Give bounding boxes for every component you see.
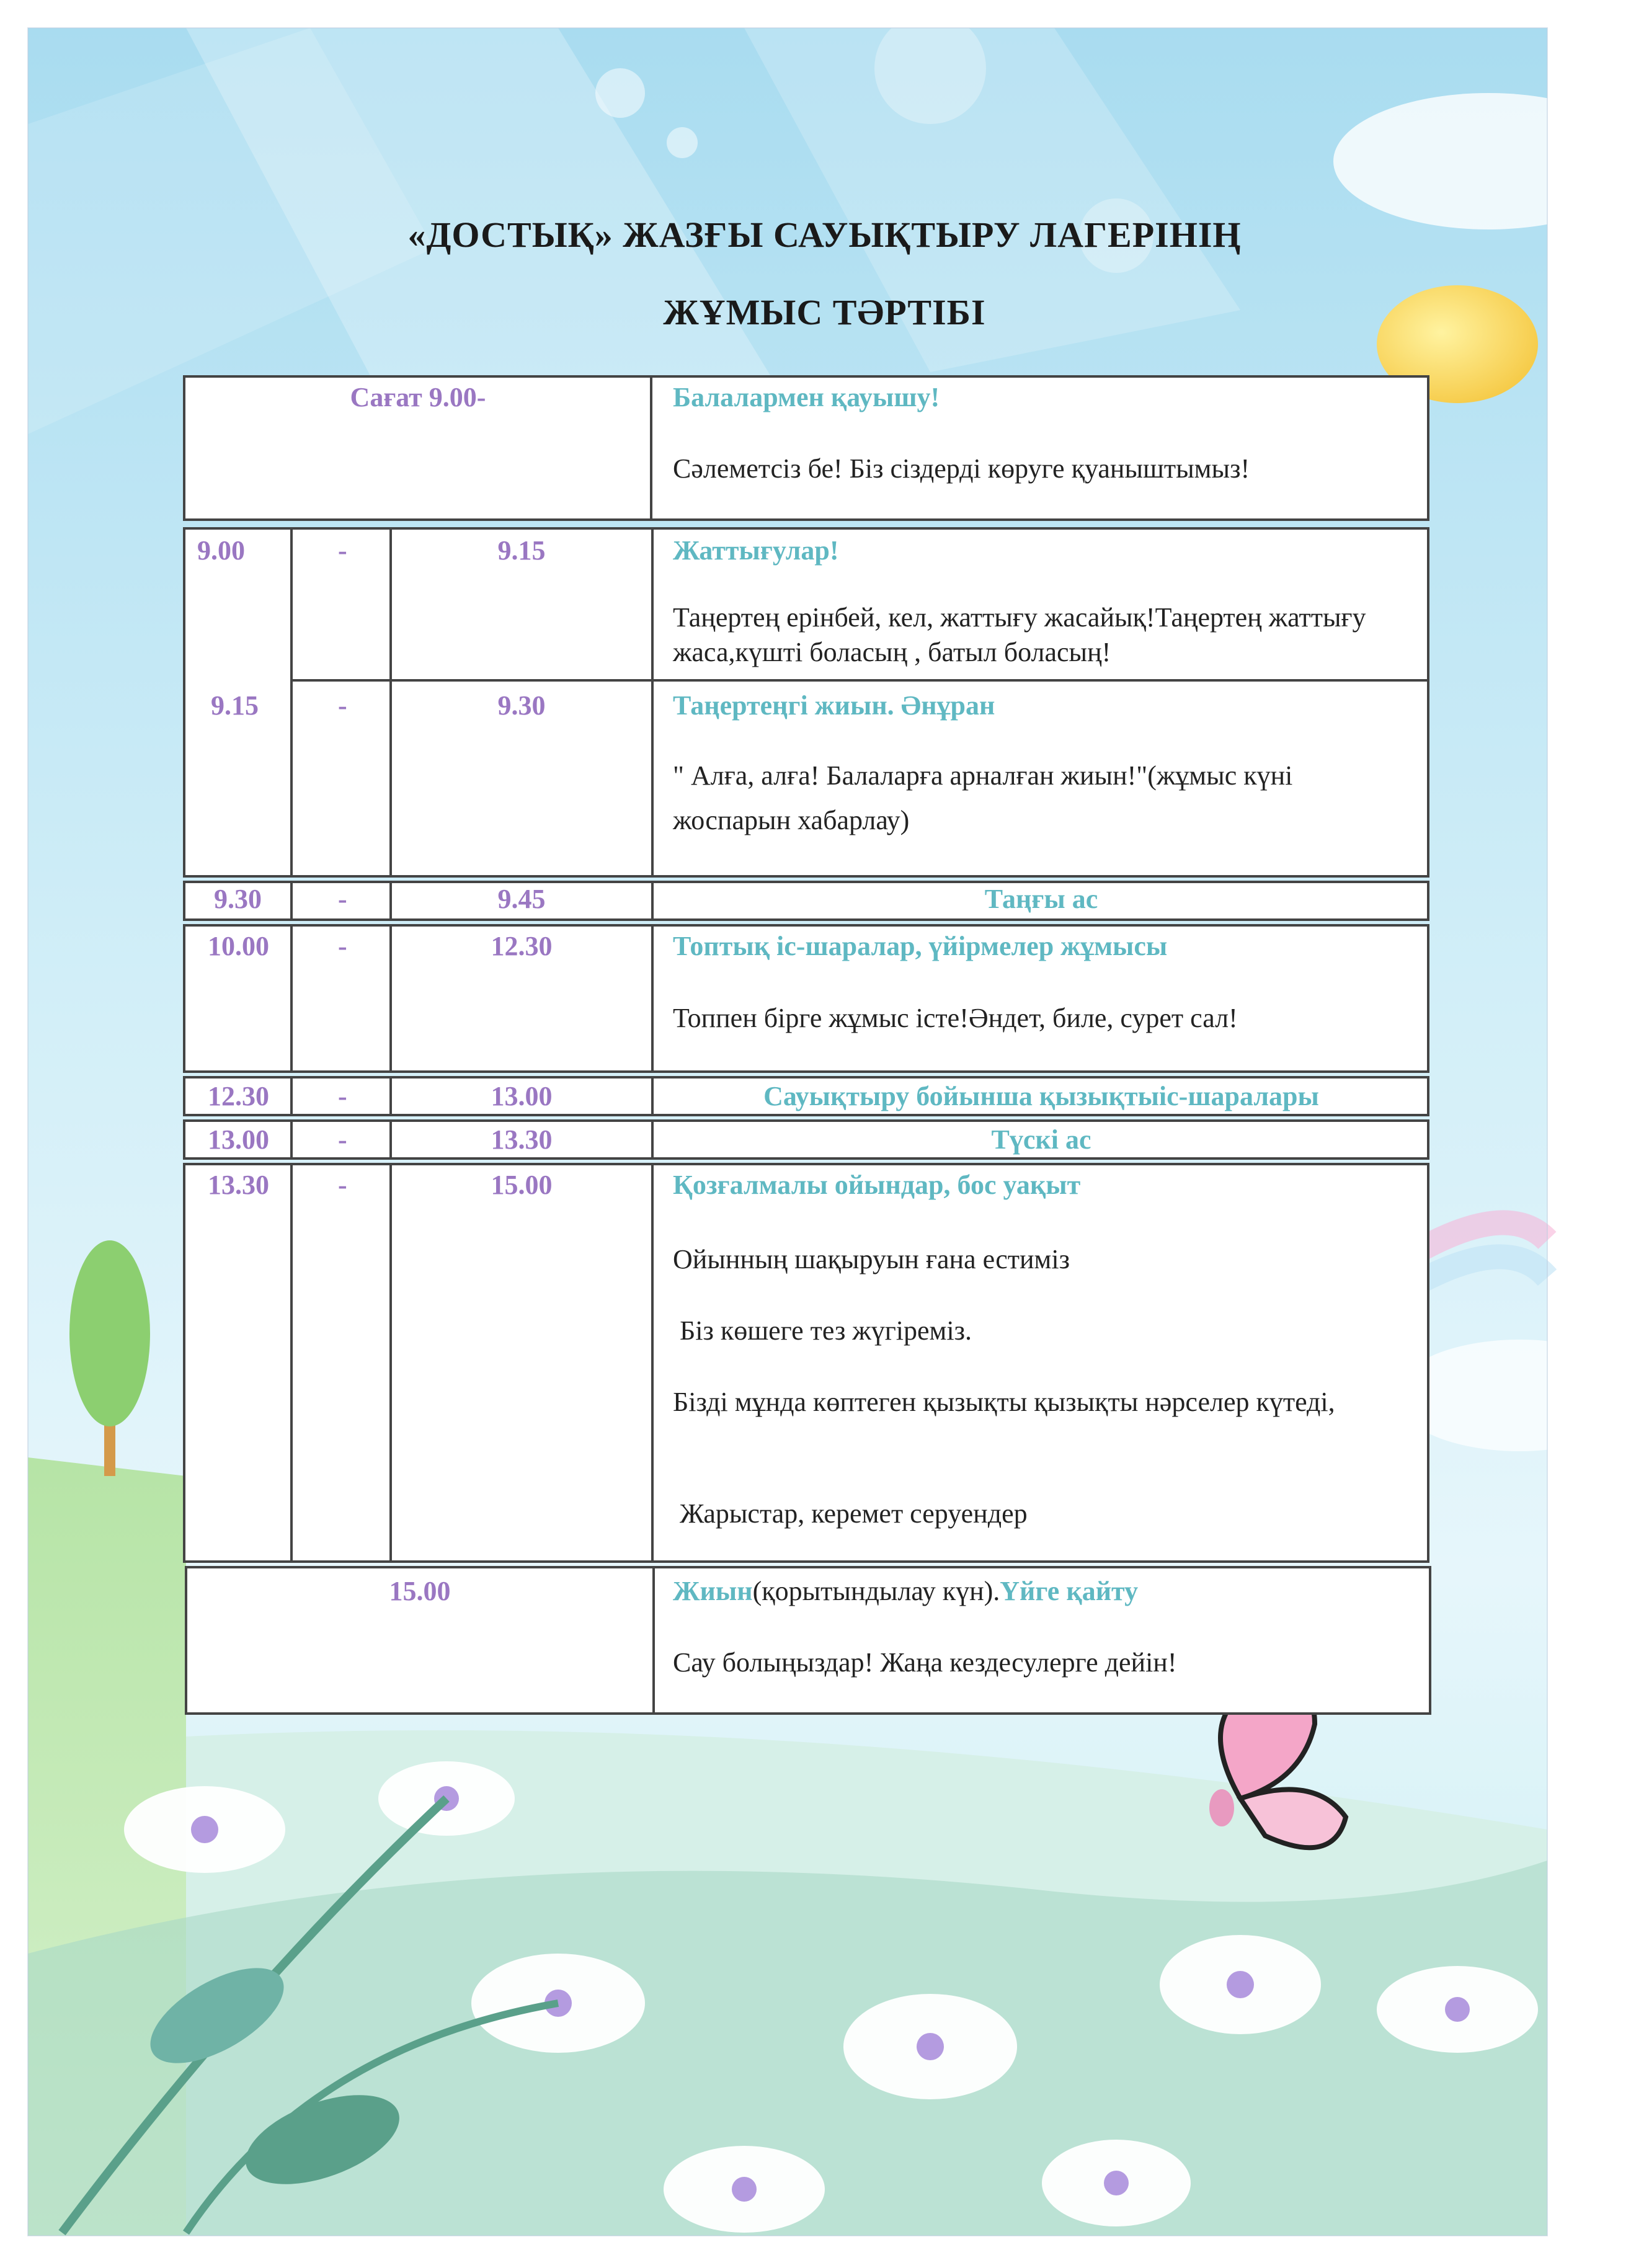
activity-line: Біз көшеге тез жүгіреміз. [673, 1315, 972, 1346]
activity-text: Топпен бірге жұмыс істе!Әндет, биле, сурет сал! [673, 1003, 1238, 1033]
activity-heading: Қозғалмалы ойындар, бос уақыт [673, 1170, 1081, 1200]
activity-heading: Таңғы ас [984, 884, 1098, 914]
time-dash: - [338, 535, 347, 566]
activity-line: Бізді мұнда көптеген қызықты қызықты нәрселер күтеді, [673, 1387, 1335, 1417]
activity-heading [673, 1575, 1138, 1607]
heading-part: Жиын [673, 1576, 753, 1606]
end-time: 13.30 [491, 1124, 553, 1155]
document-subtitle: ЖҰМЫС ТӘРТІБІ [663, 292, 986, 332]
activity-heading: Жаттығулар! [673, 535, 839, 566]
start-time: 13.00 [208, 1124, 269, 1155]
activity-heading: Сауықтыру бойынша қызықтыіс-шаралары [763, 1081, 1319, 1111]
activity-text: Сәлеметсіз бе! Біз сіздерді көруге қуаныштымыз! [673, 453, 1250, 484]
start-time: 9.30 [214, 884, 262, 914]
end-time: 9.15 [497, 535, 546, 566]
start-time: 10.00 [208, 931, 269, 961]
end-time: 9.30 [497, 690, 546, 721]
time-dash: - [338, 884, 347, 914]
end-time: 12.30 [491, 931, 553, 961]
start-time: 12.30 [208, 1081, 269, 1111]
start-time: 13.30 [208, 1170, 269, 1200]
start-time: 9.15 [211, 690, 259, 721]
activity-line: Ойынның шақыруын ғана естиміз [673, 1244, 1070, 1274]
end-time: 15.00 [491, 1170, 553, 1200]
activity-heading: Топтық іс-шаралар, үйірмелер жұмысы [673, 931, 1168, 961]
time-cell: Сағат 9.00- [350, 382, 486, 412]
activity-text: Сау болыңыздар! Жаңа кездесулерге дейін! [673, 1647, 1177, 1678]
time-dash: - [338, 931, 347, 961]
time-dash: - [338, 1081, 347, 1111]
activity-heading: Балалармен қауышу! [673, 382, 940, 412]
activity-line: Жарыстар, керемет серуендер [673, 1498, 1028, 1529]
activity-heading: Таңертеңгі жиын. Әнұран [673, 690, 995, 721]
start-time: 9.00 [197, 535, 245, 566]
end-time: 13.00 [491, 1081, 553, 1111]
time-cell: 15.00 [389, 1576, 451, 1606]
end-time: 9.45 [497, 884, 546, 914]
activity-text: " Алға, алға! Балаларға арналған жиын!"(жұмыс күні жоспарын хабарлау) [673, 760, 1293, 835]
heading-part: Үйге қайту [1000, 1576, 1139, 1606]
heading-part: (қорытындылау күн). [752, 1576, 1000, 1606]
activity-heading: Түскі ас [991, 1124, 1091, 1155]
time-dash: - [338, 1124, 347, 1155]
document-title: «ДОСТЫҚ» ЖАЗҒЫ САУЫҚТЫРУ ЛАГЕРІНІҢ [407, 215, 1242, 255]
time-dash: - [338, 1170, 347, 1200]
activity-text: Таңертең ерінбей, кел, жаттығу жасайық!Таңертең жаттығу жаса,күшті боласың , батыл боласың! [673, 602, 1366, 667]
time-dash: - [338, 690, 347, 721]
